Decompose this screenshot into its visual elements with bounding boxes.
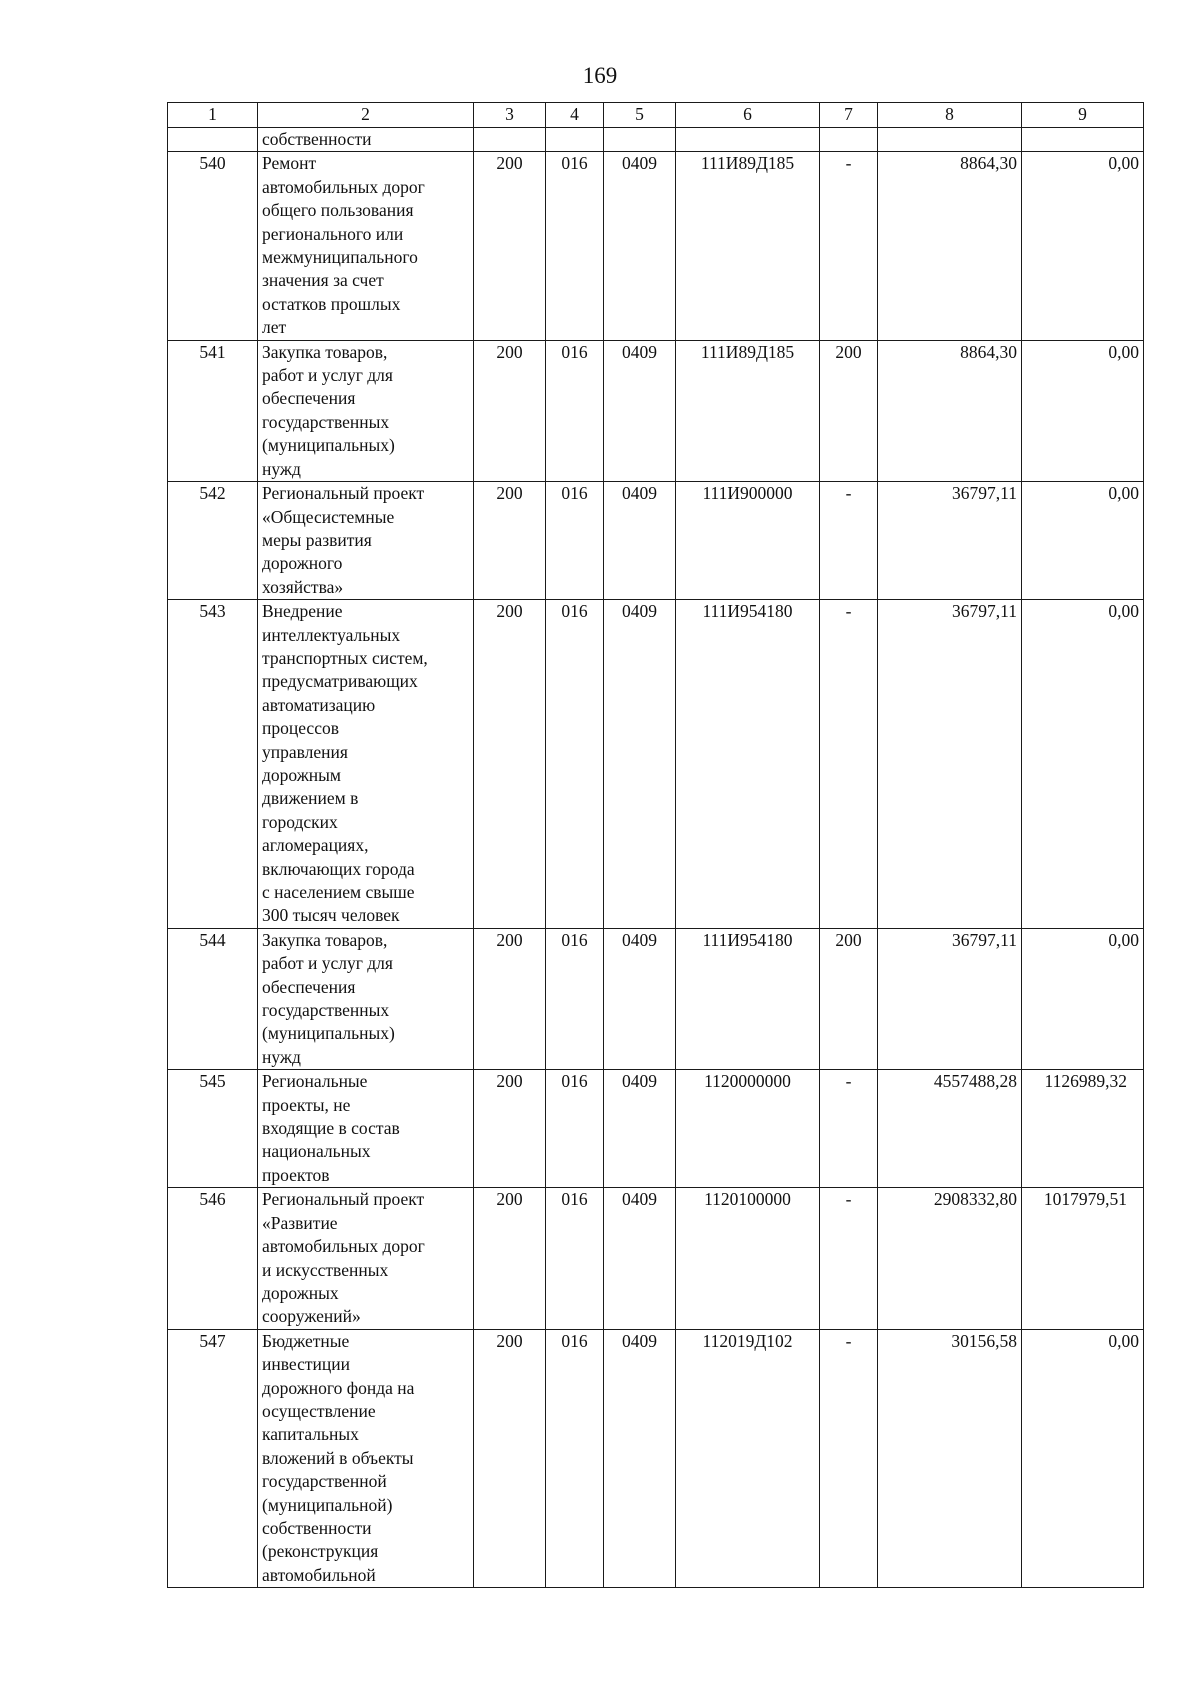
- amount-col8: 36797,11: [878, 928, 1022, 1069]
- item-name: [258, 340, 474, 481]
- column-header: 5: [604, 103, 676, 128]
- item-name-line: проектов: [262, 1164, 330, 1185]
- item-name-line: включающих города: [262, 858, 415, 879]
- item-name-line: агломерациях,: [262, 835, 369, 856]
- amount-col9: 0,00: [1022, 340, 1144, 481]
- code-col7: -: [820, 152, 878, 340]
- code-col4: 016: [546, 152, 604, 340]
- row-number: 546: [168, 1188, 258, 1329]
- code-col6: 111И89Д185: [676, 340, 820, 481]
- code-col6: 111И900000: [676, 482, 820, 600]
- row-number: 547: [168, 1329, 258, 1587]
- table-row: [168, 128, 1144, 152]
- code-col5: [604, 128, 676, 152]
- item-name-line: общего пользования: [262, 200, 414, 221]
- item-name-line: (муниципальных): [262, 435, 395, 456]
- code-col6: 111И954180: [676, 928, 820, 1069]
- code-col5: 0409: [604, 1329, 676, 1587]
- table-row: [168, 1188, 1144, 1329]
- item-name-line: инвестиции: [262, 1354, 350, 1375]
- item-name-line: процессов: [262, 718, 339, 739]
- item-name-line: (реконструкция: [262, 1541, 379, 1562]
- item-name-line: Закупка товаров,: [262, 929, 388, 950]
- item-name-line: проекты, не: [262, 1094, 351, 1115]
- code-col4: 016: [546, 1188, 604, 1329]
- code-col6: 111И954180: [676, 600, 820, 929]
- item-name-line: городских: [262, 811, 338, 832]
- item-name-line: Внедрение: [262, 601, 343, 622]
- page-number: 169: [582, 63, 618, 88]
- table-row: [168, 152, 1144, 340]
- item-name-line: автомобильных дорог: [262, 176, 425, 197]
- amount-col8: 36797,11: [878, 600, 1022, 929]
- code-col7: -: [820, 600, 878, 929]
- row-number: 542: [168, 482, 258, 600]
- item-name-line: осуществление: [262, 1400, 376, 1421]
- table-row: [168, 1329, 1144, 1587]
- amount-col8: [878, 128, 1022, 152]
- amount-col9: [1022, 128, 1144, 152]
- item-name: [258, 1329, 474, 1587]
- item-name-line: управления: [262, 741, 348, 762]
- item-name-line: Региональный проект: [262, 483, 425, 504]
- amount-col8: 8864,30: [878, 340, 1022, 481]
- item-name-line: значения за счет: [262, 270, 384, 291]
- item-name-line: дорожных: [262, 1282, 339, 1303]
- item-name-line: «Общесистемные: [262, 506, 395, 527]
- code-col4: 016: [546, 600, 604, 929]
- item-name-line: государственных: [262, 411, 390, 432]
- item-name-line: меры развития: [262, 529, 372, 550]
- column-header: 4: [546, 103, 604, 128]
- amount-col9: 0,00: [1022, 152, 1144, 340]
- table-row: [168, 1070, 1144, 1188]
- code-col5: 0409: [604, 340, 676, 481]
- code-col7: -: [820, 1188, 878, 1329]
- column-header: 6: [676, 103, 820, 128]
- item-name-line: (муниципальной): [262, 1494, 393, 1515]
- amount-col9: 0,00: [1022, 928, 1144, 1069]
- item-name-line: обеспечения: [262, 976, 356, 997]
- item-name-line: 300 тысяч человек: [262, 905, 400, 926]
- item-name-line: автоматизацию: [262, 694, 376, 715]
- code-col4: 016: [546, 1070, 604, 1188]
- amount-col9: 0,00: [1022, 1329, 1144, 1587]
- code-col4: [546, 128, 604, 152]
- code-col6: [676, 128, 820, 152]
- table-row: [168, 600, 1144, 929]
- item-name-line: «Развитие: [262, 1212, 338, 1233]
- item-name-line: обеспечения: [262, 388, 356, 409]
- item-name-line: нужд: [262, 1046, 301, 1067]
- code-col6: 1120000000: [676, 1070, 820, 1188]
- code-col5: 0409: [604, 928, 676, 1069]
- column-header: 9: [1022, 103, 1144, 128]
- code-col5: 0409: [604, 152, 676, 340]
- item-name-line: сооружений»: [262, 1306, 361, 1327]
- row-number: 541: [168, 340, 258, 481]
- row-number: [168, 128, 258, 152]
- item-name-line: дорожным: [262, 764, 342, 785]
- item-name-line: входящие в состав: [262, 1118, 400, 1139]
- code-col4: 016: [546, 340, 604, 481]
- amount-col8: 2908332,80: [878, 1188, 1022, 1329]
- item-name-line: Ремонт: [262, 153, 317, 174]
- code-col6: 1120100000: [676, 1188, 820, 1329]
- item-name-line: Бюджетные: [262, 1330, 350, 1351]
- row-number: 544: [168, 928, 258, 1069]
- code-col7: -: [820, 1070, 878, 1188]
- code-col3: 200: [474, 600, 546, 929]
- amount-col8: 36797,11: [878, 482, 1022, 600]
- item-name: [258, 1070, 474, 1188]
- header-row: [168, 103, 1144, 128]
- item-name-line: с населением свыше: [262, 882, 415, 902]
- item-name-line: межмуниципального: [262, 247, 418, 268]
- table-row: [168, 482, 1144, 600]
- item-name-line: лет: [262, 317, 287, 338]
- item-name-line: нужд: [262, 458, 301, 479]
- item-name-line: собственности: [262, 1517, 372, 1538]
- item-name: [258, 1188, 474, 1329]
- table-row: [168, 928, 1144, 1069]
- item-name-line: собственности: [262, 129, 372, 149]
- code-col3: 200: [474, 1070, 546, 1188]
- row-number: 540: [168, 152, 258, 340]
- code-col5: 0409: [604, 1070, 676, 1188]
- row-number: 543: [168, 600, 258, 929]
- budget-table: [167, 102, 1144, 1588]
- item-name: [258, 928, 474, 1069]
- item-name-line: хозяйства»: [262, 576, 344, 597]
- item-name-line: Закупка товаров,: [262, 341, 388, 362]
- item-name-line: транспортных систем,: [262, 647, 428, 668]
- item-name: [258, 482, 474, 600]
- item-name-line: остатков прошлых: [262, 293, 401, 314]
- column-header: 7: [820, 103, 878, 128]
- item-name-line: дорожного фонда на: [262, 1377, 415, 1398]
- code-col7: -: [820, 1329, 878, 1587]
- code-col3: 200: [474, 928, 546, 1069]
- code-col6: 111И89Д185: [676, 152, 820, 340]
- code-col6: 112019Д102: [676, 1329, 820, 1587]
- code-col4: 016: [546, 1329, 604, 1587]
- item-name-line: автомобильной: [262, 1564, 376, 1585]
- item-name: [258, 128, 474, 152]
- item-name-line: работ и услуг для: [262, 953, 393, 974]
- code-col3: 200: [474, 1188, 546, 1329]
- item-name-line: Региональный проект: [262, 1189, 425, 1210]
- amount-col9: 0,00: [1022, 600, 1144, 929]
- item-name-line: интеллектуальных: [262, 624, 401, 645]
- column-header: 1: [168, 103, 258, 128]
- item-name-line: автомобильных дорог: [262, 1236, 425, 1257]
- code-col3: [474, 128, 546, 152]
- item-name-line: и искусственных: [262, 1259, 389, 1280]
- column-header: 3: [474, 103, 546, 128]
- code-col5: 0409: [604, 482, 676, 600]
- code-col3: 200: [474, 152, 546, 340]
- amount-col9: 0,00: [1022, 482, 1144, 600]
- code-col4: 016: [546, 928, 604, 1069]
- column-header: 8: [878, 103, 1022, 128]
- code-col7: 200: [820, 928, 878, 1069]
- item-name-line: работ и услуг для: [262, 365, 393, 386]
- code-col7: [820, 128, 878, 152]
- item-name-line: движением в: [262, 788, 359, 809]
- amount-col8: 8864,30: [878, 152, 1022, 340]
- code-col5: 0409: [604, 600, 676, 929]
- amount-col8: 30156,58: [878, 1329, 1022, 1587]
- item-name-line: государственных: [262, 1000, 390, 1021]
- code-col3: 200: [474, 340, 546, 481]
- item-name-line: регионального или: [262, 223, 404, 244]
- item-name: [258, 600, 474, 929]
- table-body: [168, 128, 1144, 1588]
- item-name-line: предусматривающих: [262, 671, 418, 692]
- amount-col9: 1017979,51: [1022, 1188, 1144, 1329]
- amount-col9: 1126989,32: [1022, 1070, 1144, 1188]
- code-col4: 016: [546, 482, 604, 600]
- item-name-line: государственной: [262, 1471, 387, 1492]
- item-name-line: национальных: [262, 1141, 371, 1162]
- column-header: 2: [258, 103, 474, 128]
- item-name-line: капитальных: [262, 1424, 359, 1445]
- table-row: [168, 340, 1144, 481]
- item-name: [258, 152, 474, 340]
- code-col5: 0409: [604, 1188, 676, 1329]
- item-name-line: дорожного: [262, 553, 343, 574]
- item-name-line: Региональные: [262, 1071, 368, 1092]
- code-col3: 200: [474, 1329, 546, 1587]
- code-col7: 200: [820, 340, 878, 481]
- code-col7: -: [820, 482, 878, 600]
- amount-col8: 4557488,28: [878, 1070, 1022, 1188]
- code-col3: 200: [474, 482, 546, 600]
- item-name-line: (муниципальных): [262, 1023, 395, 1044]
- table-header: [168, 103, 1144, 128]
- item-name-line: вложений в объекты: [262, 1447, 414, 1468]
- row-number: 545: [168, 1070, 258, 1188]
